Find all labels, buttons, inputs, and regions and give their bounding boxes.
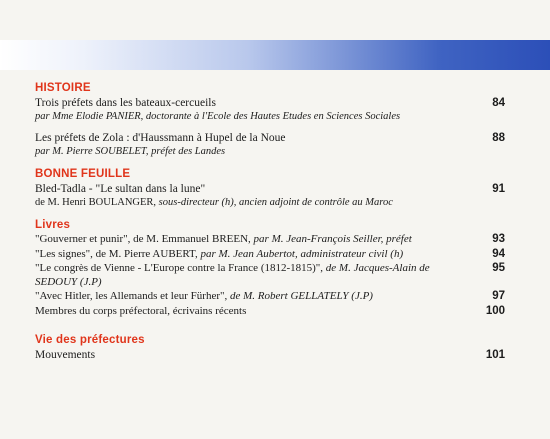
book-reviewer: par M. Jean Aubertot, administrateur civil (h) [200, 247, 404, 260]
entry-title: Membres du corps préfectoral, écrivains récents [35, 304, 247, 317]
table-of-contents [35, 82, 505, 372]
entry-title [35, 290, 373, 304]
toc-entry[interactable] [35, 305, 505, 319]
toc-entry[interactable] [35, 290, 505, 304]
entry-title [35, 248, 403, 262]
entry-byline [35, 196, 505, 209]
section-heading: HISTOIRE [35, 82, 91, 94]
entry-title: Les préfets de Zola : d'Haussmann à Hupel de la Noue [35, 132, 286, 144]
section-heading: Vie des préfectures [35, 334, 145, 346]
entry-title: Bled-Tadla - "Le sultan dans la lune" [35, 183, 206, 195]
book-title: "Gouverner et punir", de M. Emmanuel BREEN, [35, 233, 254, 245]
page-number: 95 [492, 262, 505, 274]
section-heading: BONNE FEUILLE [35, 168, 131, 180]
page-number: 94 [492, 247, 505, 260]
page-number: 91 [492, 183, 505, 195]
book-title: "Avec Hitler, les Allemands et leur Fürher", [35, 290, 230, 302]
entry-title [35, 262, 455, 289]
book-reviewer: de M. Jacques-Alain de SEDOUY (J.P) [35, 262, 430, 288]
page-number: 97 [492, 290, 505, 302]
entry-title: Trois préfets dans les bateaux-cercueils [35, 97, 216, 109]
entry-byline: par M. Pierre SOUBELET, préfet des Landes [35, 146, 226, 157]
section-bonne-feuille [35, 168, 505, 209]
section-livres [35, 219, 505, 318]
page-number: 100 [485, 304, 505, 317]
book-reviewer: par M. Jean-François Seiller, préfet [253, 233, 412, 245]
toc-entry[interactable] [35, 262, 505, 289]
toc-entry[interactable] [35, 348, 505, 362]
entry-title [35, 233, 412, 247]
book-reviewer: de M. Robert GELLATELY (J.P) [229, 290, 373, 302]
book-title: "Les signes", de M. Pierre AUBERT, [35, 247, 201, 260]
section-histoire [35, 82, 505, 158]
section-vie-des-prefectures [35, 334, 505, 362]
book-title: "Le congrès de Vienne - L'Europe contre la France (1812-1815)", [35, 262, 326, 274]
page-number: 88 [492, 132, 505, 144]
page-number: 93 [492, 233, 505, 245]
toc-entry[interactable] [35, 233, 505, 247]
section-heading: Livres [35, 219, 71, 231]
page-number: 101 [485, 349, 505, 361]
toc-entry[interactable] [35, 248, 505, 262]
entry-title: Mouvements [35, 349, 96, 361]
byline-text: sous-directeur (h), ancien adjoint de contrôle au Maroc [158, 197, 393, 208]
page-number: 84 [492, 97, 505, 109]
byline-prefix: de M. Henri BOULANGER, [35, 197, 159, 208]
entry-byline: par Mme Elodie PANIER, doctorante à l'Ecole des Hautes Etudes en Sciences Sociales [35, 111, 401, 122]
toc-entry[interactable] [35, 131, 505, 158]
toc-entry[interactable] [35, 96, 505, 123]
header-banner [0, 40, 550, 70]
toc-entry[interactable] [35, 182, 505, 209]
